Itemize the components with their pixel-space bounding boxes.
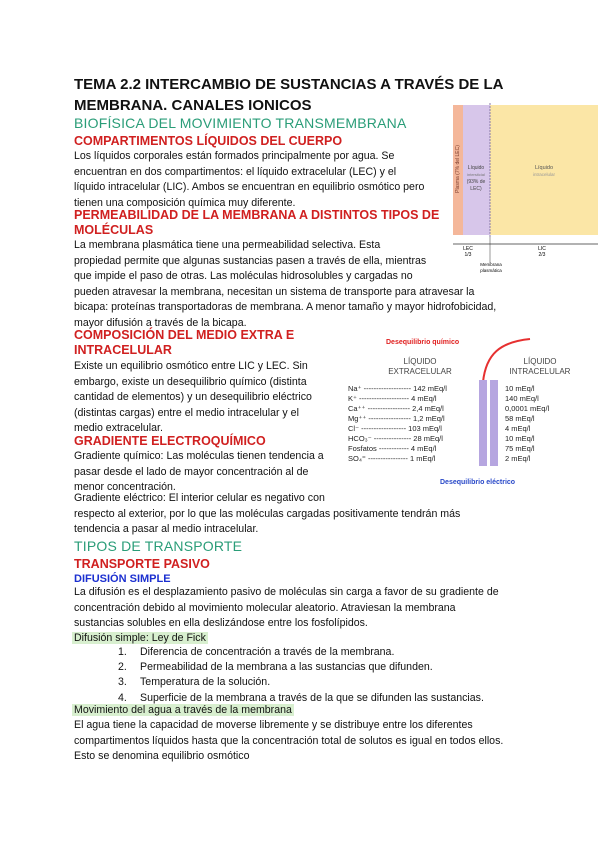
text-line: Los líquidos corporales están formados principalmente por agua. Se (74, 150, 395, 162)
lec-label: LEC (463, 246, 473, 252)
highlight-text: Movimiento del agua a través de la membrana (74, 704, 292, 716)
ion-row-intra: 58 mEq/l (505, 414, 535, 423)
membrane-gap (487, 380, 490, 466)
ion-rows (348, 384, 550, 463)
text-line: tendencia a pasar al medio intracelular. (74, 523, 259, 535)
list-number: 4. (118, 691, 127, 704)
ion-row-intra: 10 mEq/l (505, 434, 535, 443)
subheading-line: MOLÉCULAS (74, 223, 154, 237)
text-line: Esto se denomina equilibrio osmótico (74, 750, 250, 762)
ion-row-extra: Ca⁺⁺ ----------------- 2,4 mEq/l (348, 404, 444, 413)
text-line: sustancias solubles en ella deslizándose entre los fosfolípidos. (74, 617, 368, 629)
list-number: 3. (118, 676, 127, 689)
text-line: compartimentos líquidos hasta que la concentración total de solutos es igual en todos ellos. (74, 734, 504, 747)
text-line: cantidad de elementos) y un desequilibrio eléctrico (74, 391, 312, 403)
intracellular-label-1: LÍQUIDO (523, 357, 557, 366)
intracellular-label-2: intracelular (532, 172, 556, 177)
intracellular-label-1: Líquido (534, 165, 554, 171)
ion-row-extra: Mg⁺⁺ ----------------- 1,2 mEq/l (348, 414, 445, 423)
extracellular-label-2: EXTRACELULAR (388, 367, 452, 376)
interstitial-label-1: Líquido (467, 165, 485, 171)
ion-composition-figure (340, 334, 596, 488)
ion-row-extra: Fosfatos ------------ 4 mEq/l (348, 444, 437, 453)
ion-row-extra: Na⁺ ------------------- 142 mEq/l (348, 384, 447, 393)
intracellular-label-2: INTRACELULAR (509, 367, 571, 376)
extracellular-label-1: LÍQUIDO (403, 357, 437, 366)
subheading-transporte-pasivo: TRANSPORTE PASIVO (74, 557, 210, 571)
text-line: propiedad permite que algunas sustancias pasen a través de ella, mientras (74, 254, 427, 267)
text-line: Gradiente eléctrico: El interior celular es negativo con (74, 492, 325, 504)
ion-row-intra: 75 mEq/l (505, 444, 535, 453)
section-heading-transporte: TIPOS DE TRANSPORTE (74, 538, 243, 554)
text-line: La membrana plasmática tiene una permeabilidad selectiva. Esta (74, 239, 381, 251)
subheading-compartimentos: COMPARTIMENTOS LÍQUIDOS DEL CUERPO (74, 134, 343, 148)
membrane-band-left (479, 380, 487, 466)
text-line: respecto al exterior, por lo que las moléculas cargadas positivamente tendrán más (74, 507, 461, 520)
interstitial-label-3: (93% de (466, 179, 486, 185)
paragraph-agua (74, 718, 544, 765)
text-line: Gradiente químico: Las moléculas tienen tendencia a (74, 450, 324, 462)
text-line: pueden atravesar la membrana, necesitan un sistema de transporte para atravesar la (74, 285, 475, 298)
highlight-text: Difusión simple: Ley de Fick (74, 632, 206, 644)
lic-fraction: 2/3 (538, 252, 546, 258)
paragraph-compartimentos (74, 149, 444, 211)
list-number: 2. (118, 661, 127, 674)
page-title: TEMA 2.2 INTERCAMBIO DE SUSTANCIAS A TRAVÉS DE LA MEMBRANA. CANALES IONICOS (74, 76, 503, 114)
text-line: concentración debido al movimiento molecular aleatorio. Atraviesan la membrana (74, 601, 456, 614)
text-line: que impide el paso de otras. Las moléculas hidrosolubles y cargadas no (74, 270, 413, 282)
text-line: líquido intracelular (LIC). Ambos se encuentran en equilibrio osmótico pero (74, 181, 425, 193)
interstitial-label-4: LEC) (470, 186, 482, 192)
list-text: Permeabilidad de la membrana a las sustancias que difunden. (140, 661, 433, 674)
subheading-composicion (74, 328, 294, 358)
membrane-label-2: plasmática (480, 268, 502, 273)
subheading-difusion-simple: DIFUSIÓN SIMPLE (74, 573, 171, 585)
ion-row-extra: Cl⁻ ------------------ 103 mEq/l (348, 424, 442, 433)
text-line: mayor difusión a través de la bicapa. (74, 316, 247, 329)
list-item (118, 660, 538, 675)
plasma-label: Plasma (7% del LEC) (455, 145, 461, 193)
subheading-line: PERMEABILIDAD DE LA MEMBRANA A DISTINTOS TIPOS DE (74, 208, 440, 222)
ion-row-extra: SO₄⁼ ---------------- 1 mEq/l (348, 454, 436, 463)
list-text: Diferencia de concentración a través de la membrana. (140, 646, 395, 658)
text-line: bicapa: proteínas transportadoras de membrana. A menor tamaño y mayor hidrofobicidad, (74, 301, 497, 313)
paragraph-gradiente-quimico (74, 449, 342, 496)
ion-row-intra: 2 mEq/l (505, 454, 531, 463)
text-line: pasar desde el lado de mayor concentración al de (74, 465, 309, 478)
lec-fraction: 1/3 (464, 252, 472, 258)
highlight-movimiento-agua (72, 703, 294, 719)
paragraph-composicion (74, 359, 342, 437)
text-line: (distintas cargas) entre el medio intracelular y el (74, 406, 299, 419)
section-heading-biofisica: BIOFÍSICA DEL MOVIMIENTO TRANSMEMBRANA (74, 115, 407, 131)
list-text: Superficie de la membrana a través de la que se difunden las sustancias. (140, 691, 484, 704)
ion-row-extra: HCO₃⁻ --------------- 28 mEq/l (348, 434, 443, 443)
membrane-band-right (490, 380, 498, 466)
text-line: encuentran en dos compartimentos: el líquido extracelular (LEC) y el (74, 165, 397, 178)
ion-row-intra: 140 mEq/l (505, 394, 539, 403)
text-line: menor concentración. (74, 481, 176, 493)
text-line: El agua tiene la capacidad de moverse libremente y se distribuye entre los diferentes (74, 719, 473, 731)
ion-row-intra: 4 mEq/l (505, 424, 531, 433)
lic-label: LIC (538, 246, 546, 252)
subheading-line: INTRACELULAR (74, 343, 172, 357)
text-line: Existe un equilibrio osmótico entre LIC y LEC. Sin (74, 360, 308, 372)
ion-row-intra: 0,0001 mEq/l (505, 404, 550, 413)
electric-imbalance-footer: Desequilibrio eléctrico (440, 479, 516, 486)
interstitial-label-2: intersticial (467, 172, 485, 177)
fick-list (118, 645, 538, 706)
compartments-figure (445, 103, 598, 275)
paragraph-difusion (74, 585, 534, 632)
ion-row-extra: K⁺ -------------------- 4 mEq/l (348, 394, 437, 403)
membrane-label-1: Membrana (480, 262, 502, 267)
paragraph-gradiente-electrico (74, 491, 524, 538)
list-number: 1. (118, 646, 127, 658)
subheading-line: COMPOSICIÓN DEL MEDIO EXTRA E (74, 328, 295, 342)
subheading-gradiente: GRADIENTE ELECTROQUÍMICO (74, 434, 266, 448)
subheading-permeabilidad (74, 208, 439, 238)
list-item (118, 675, 538, 690)
text-line: embargo, existe un desequilibrio químico (distinta (74, 375, 307, 388)
text-line: tienen una composición química muy diferente. (74, 196, 296, 209)
chemical-imbalance-title: Desequilibrio químico (386, 339, 460, 346)
text-line: medio extracelular. (74, 422, 163, 434)
text-line: La difusión es el desplazamiento pasivo de moléculas sin carga a favor de su gradiente de (74, 586, 499, 598)
list-item (118, 645, 538, 660)
ion-row-intra: 10 mEq/l (505, 384, 535, 393)
list-text: Temperatura de la solución. (140, 676, 271, 689)
